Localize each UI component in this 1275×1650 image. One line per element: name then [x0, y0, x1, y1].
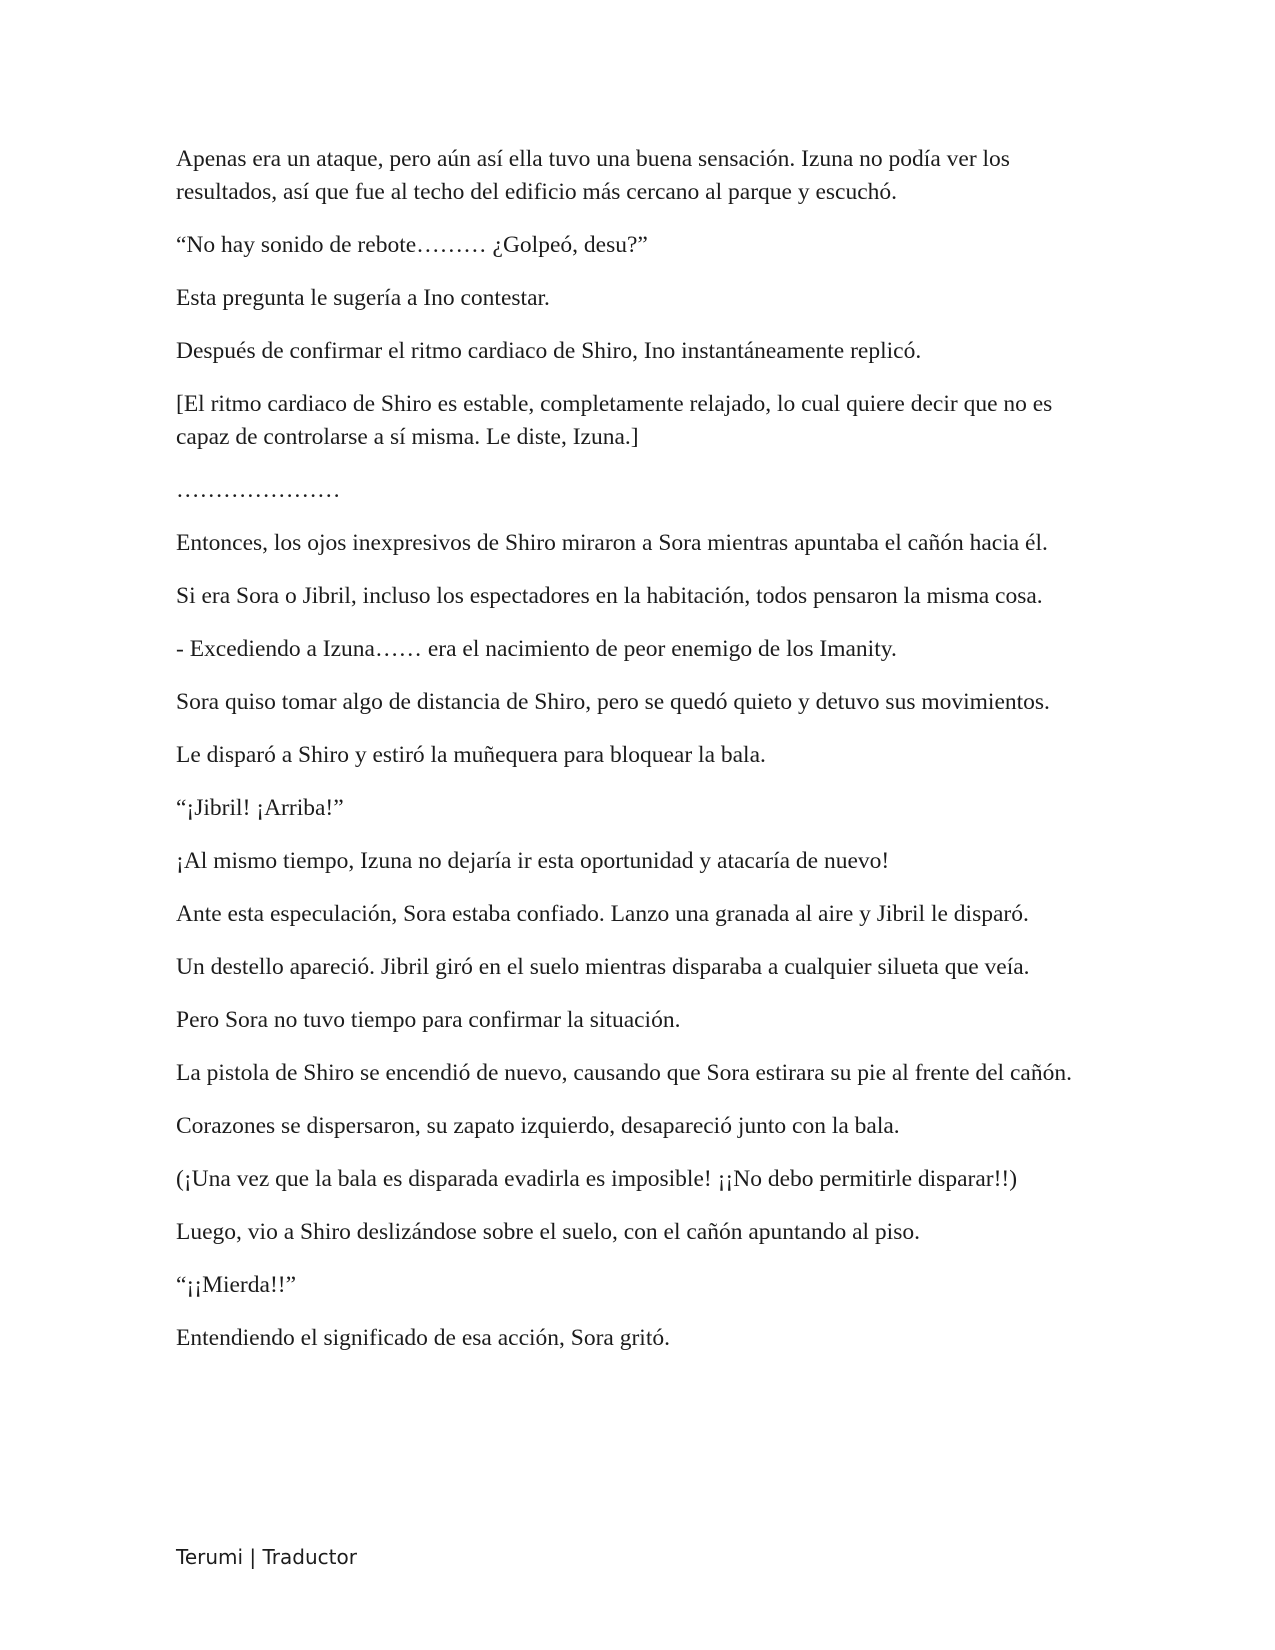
page-footer: Terumi | Traductor: [176, 1545, 357, 1569]
paragraph: Entonces, los ojos inexpresivos de Shiro miraron a Sora mientras apuntaba el cañón hacia él.: [176, 530, 1048, 556]
document-body: [176, 143, 1106, 1375]
paragraph: “¡¡Mierda!!”: [176, 1272, 297, 1298]
paragraph: Corazones se dispersaron, su zapato izquierdo, desapareció junto con la bala.: [176, 1113, 900, 1139]
paragraph: Entendiendo el significado de esa acción, Sora gritó.: [176, 1325, 670, 1351]
paragraph: Después de confirmar el ritmo cardiaco de Shiro, Ino instantáneamente replicó.: [176, 338, 922, 364]
paragraph: …………………: [176, 477, 341, 503]
paragraph: “No hay sonido de rebote……… ¿Golpeó, desu?”: [176, 232, 648, 258]
paragraph: Esta pregunta le sugería a Ino contestar.: [176, 285, 550, 311]
paragraph: Le disparó a Shiro y estiró la muñequera para bloquear la bala.: [176, 742, 766, 768]
paragraph: “¡Jibril! ¡Arriba!”: [176, 795, 344, 821]
paragraph: ¡Al mismo tiempo, Izuna no dejaría ir esta oportunidad y atacaría de nuevo!: [176, 848, 890, 874]
paragraph: [El ritmo cardiaco de Shiro es estable, completamente relajado, lo cual quiere decir que no es capaz de controlarse a sí misma. Le diste, Izuna.]: [176, 391, 1053, 450]
paragraph: Sora quiso tomar algo de distancia de Shiro, pero se quedó quieto y detuvo sus movimientos.: [176, 689, 1050, 715]
paragraph: Ante esta especulación, Sora estaba confiado. Lanzo una granada al aire y Jibril le disparó.: [176, 901, 1029, 927]
paragraph: Pero Sora no tuvo tiempo para confirmar la situación.: [176, 1007, 681, 1033]
paragraph: Si era Sora o Jibril, incluso los espectadores en la habitación, todos pensaron la misma cosa.: [176, 583, 1043, 609]
paragraph: (¡Una vez que la bala es disparada evadirla es imposible! ¡¡No debo permitirle disparar!!): [176, 1166, 1018, 1192]
paragraph: Luego, vio a Shiro deslizándose sobre el suelo, con el cañón apuntando al piso.: [176, 1219, 920, 1245]
paragraph: - Excediendo a Izuna…… era el nacimiento de peor enemigo de los Imanity.: [176, 636, 897, 662]
paragraph: Apenas era un ataque, pero aún así ella tuvo una buena sensación. Izuna no podía ver los resultados, así que fue al techo del edificio más cercano al parque y escuchó.: [176, 146, 1010, 205]
paragraph: Un destello apareció. Jibril giró en el suelo mientras disparaba a cualquier silueta que veía.: [176, 954, 1030, 980]
paragraph: La pistola de Shiro se encendió de nuevo, causando que Sora estirara su pie al frente del cañón.: [176, 1060, 1072, 1086]
